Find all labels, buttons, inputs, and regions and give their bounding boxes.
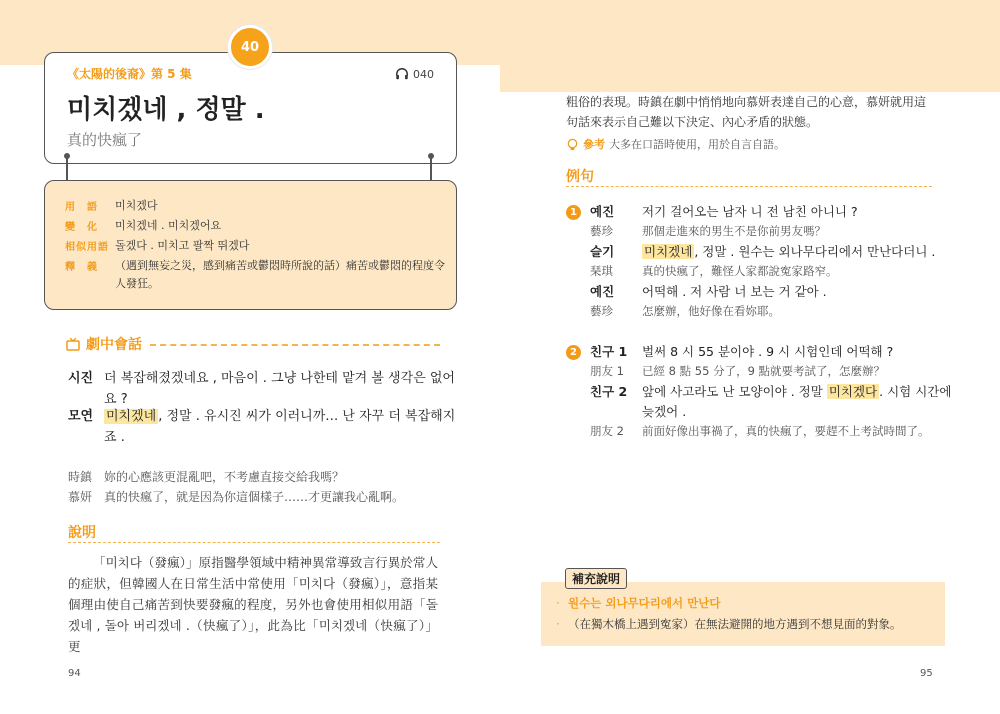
- speaker-name: 藝珍: [590, 304, 613, 318]
- speaker-name: 모연: [68, 409, 94, 424]
- usage-row-definition: [65, 257, 445, 293]
- translation-line: [68, 468, 344, 485]
- episode-label: 《太陽的後裔》第 5 集: [67, 67, 192, 81]
- usage-key: 用 語: [65, 202, 98, 213]
- translation-text: 前面好像出事禍了，真的快瘋了，要趕不上考試時間了。: [642, 424, 930, 438]
- example-rest: . 시험 시간에 늦겠어 .: [642, 384, 952, 419]
- reference-note: [566, 136, 785, 152]
- explanation-body: 「미치다（發瘋）」原指醫學領域中精神異常導致言行異於常人的症狀，但韓國人在日常生活中常使用「미치다（發瘋）」，意指某個理由使自己痛苦到快要發瘋的程度，另外也會使用相似用語「돌겠네 , 돌아 버리겠네 .（快瘋了）」，此為比「미치겠네（快瘋了）」更: [68, 555, 438, 654]
- example-text: 어떡해 . 저 사람 너 보는 거 같아 .: [642, 284, 827, 299]
- supplement-korean: [556, 595, 720, 611]
- bullet-icon: ·: [556, 596, 560, 610]
- usage-key: 變 化: [65, 222, 98, 233]
- translation-text: 怎麼辦，他好像在看妳耶。: [642, 304, 780, 318]
- page-number-left: 94: [68, 668, 81, 679]
- section-divider: [566, 186, 932, 187]
- page-number-right: 95: [920, 668, 933, 679]
- translation-text: 真的快瘋了，難怪人家都說寃家路窄。: [642, 264, 838, 278]
- example-text: 벌써 8 시 55 분이야 . 9 시 시험인데 어떡해 ?: [642, 344, 894, 359]
- dialogue-text: [104, 406, 464, 448]
- usage-row-similar: [65, 237, 445, 255]
- bullet-icon: ·: [556, 617, 560, 631]
- explanation-title: 說明: [68, 525, 96, 541]
- example-number-badge: 2: [566, 345, 581, 360]
- audio-track-number: 040: [413, 67, 434, 81]
- example-text: [642, 382, 952, 422]
- speaker-name: 朋友 2: [590, 424, 624, 438]
- explanation-heading: [68, 522, 96, 542]
- example-line: [590, 282, 940, 302]
- usage-box: [44, 180, 457, 310]
- example-text: [642, 242, 952, 262]
- speaker-name: 朋友 1: [590, 364, 624, 378]
- highlighted-phrase: 미치겠다: [828, 384, 878, 399]
- highlighted-phrase: 미치겠네: [644, 244, 693, 259]
- lightbulb-icon: [566, 138, 579, 151]
- speaker-name: 藝珍: [590, 224, 613, 238]
- speaker-name: 예진: [590, 204, 615, 219]
- headphones-icon: [395, 67, 409, 81]
- usage-value: （遇到無妄之災，感到痛苦或鬱悶時所說的話）痛苦或鬱悶的程度令人發狂。: [115, 259, 445, 290]
- usage-key: 相似用語: [65, 242, 109, 253]
- dialogue-line: [68, 406, 468, 448]
- speaker-name: 慕妍: [68, 490, 93, 504]
- supplement-chinese-text: （在獨木橋上遇到寃家）在無法避開的地方遇到不想見面的對象。: [568, 617, 902, 631]
- header-band-right: [500, 0, 1000, 92]
- dialogue-rest: , 정말 . 유시진 씨가 이러니까… 난 자꾸 더 복잡해지죠 .: [104, 409, 456, 445]
- tv-icon: [66, 338, 80, 351]
- example-translation: [590, 223, 940, 241]
- speaker-name: 슬기: [590, 244, 615, 259]
- example-line: [590, 342, 940, 362]
- reference-text: 大多在口語時使用，用於自言自語。: [609, 138, 785, 151]
- example-pre: 앞에 사고라도 난 모양이야 . 정말: [642, 384, 823, 399]
- translation-text: 那個走進來的男生不是你前男友嗎？: [642, 224, 826, 238]
- highlighted-phrase: 미치겠네: [106, 409, 157, 424]
- example-number-badge: 1: [566, 205, 581, 220]
- section-divider: [150, 344, 440, 346]
- drama-dialogue-title: 劇中會話: [86, 337, 142, 353]
- speaker-name: 琹琪: [590, 264, 613, 278]
- translation-text: 真的快瘋了，就是因為你這個樣子……才更讓我心亂啊。: [104, 490, 405, 504]
- drama-dialogue-heading: [66, 334, 142, 354]
- usage-row-term: [65, 197, 445, 215]
- example-translation: [590, 303, 940, 321]
- examples-heading: [566, 166, 594, 186]
- usage-value: 미치겠다: [115, 199, 158, 212]
- speaker-name: 時鎮: [68, 470, 93, 484]
- example-text: 저기 걸어오는 남자 니 전 남친 아니니 ?: [642, 204, 858, 219]
- dialogue-text: 더 복잡해졌겠네요 , 마음이 . 그냥 나한테 맡겨 볼 생각은 없어요 ?: [104, 371, 455, 407]
- speaker-name: 친구 2: [590, 384, 628, 399]
- example-line: [590, 202, 940, 222]
- example-rest: , 정말 . 원수는 외나무다리에서 만난다더니 .: [694, 244, 936, 259]
- example-line: [590, 382, 952, 422]
- usage-value: 미치겠네 . 미치겠어요: [115, 219, 222, 232]
- usage-value: 돌겠다 . 미치고 팔짝 뛰겠다: [115, 239, 250, 252]
- example-translation: [590, 363, 940, 381]
- examples-title: 例句: [566, 169, 594, 185]
- speaker-name: 친구 1: [590, 344, 628, 359]
- speaker-name: 예진: [590, 284, 615, 299]
- example-translation: [590, 423, 940, 441]
- supplement-korean-text: 원수는 외나무다리에서 만난다: [568, 596, 721, 610]
- example-translation: [590, 263, 940, 281]
- explanation-continued: 粗俗的表現。時鎮在劇中悄悄地向慕妍表達自己的心意，慕妍就用這句話來表示自己難以下決定、內心矛盾的狀態。: [566, 95, 927, 129]
- dialogue-line: [68, 368, 468, 410]
- usage-key: 釋 義: [65, 262, 98, 273]
- supplement-box: [541, 582, 945, 646]
- phrase-korean: 미치겠네 , 정말 .: [67, 95, 265, 125]
- section-divider: [68, 542, 440, 543]
- speaker-name: 시진: [68, 371, 94, 386]
- example-line: [590, 242, 940, 262]
- translation-text: 已經 8 點 55 分了，9 點就要考試了，怎麼辦？: [642, 364, 886, 378]
- phrase-chinese: 真的快瘋了: [67, 131, 143, 149]
- audio-track[interactable]: [395, 67, 434, 81]
- translation-line: [68, 488, 404, 505]
- reference-label: 參考: [583, 138, 605, 151]
- supplement-chinese: [556, 616, 902, 632]
- usage-row-variation: [65, 217, 445, 235]
- supplement-heading: 補充說明: [565, 568, 627, 589]
- lesson-number-badge: 40: [228, 25, 272, 69]
- translation-text: 妳的心應該更混亂吧，不考慮直接交給我嗎？: [104, 470, 345, 484]
